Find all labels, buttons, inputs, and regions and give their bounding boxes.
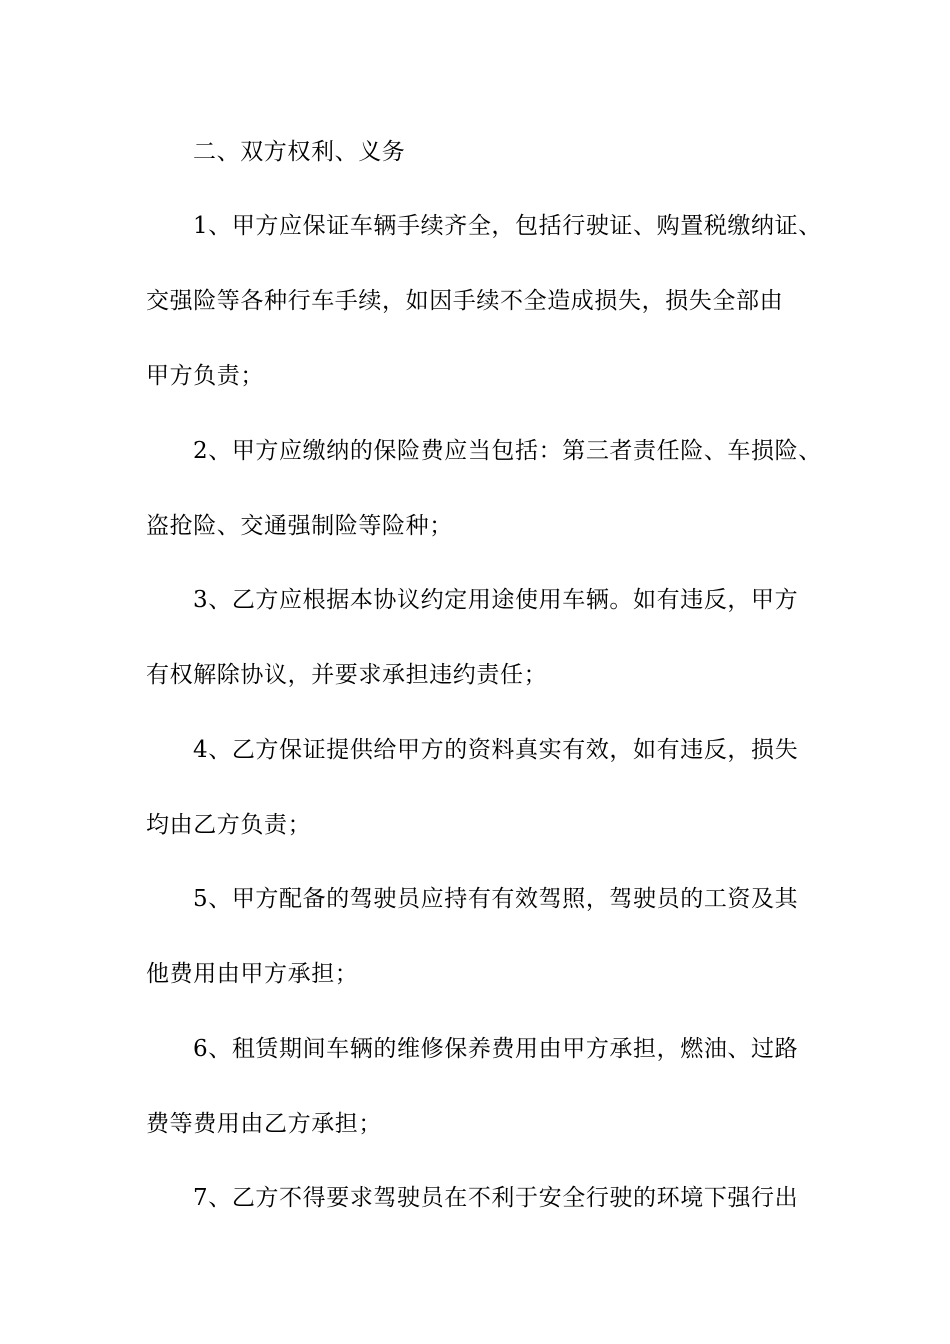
clause-1-line-3: 甲方负责； xyxy=(146,363,264,389)
clause-4-line-2: 均由乙方负责； xyxy=(146,812,312,838)
clause-3-line-2: 有权解除协议，并要求承担违约责任； xyxy=(146,662,548,688)
clause-3-line-1: 3、乙方应根据本协议约定用途使用车辆。如有违反，甲方 xyxy=(193,587,799,613)
clause-5-line-1: 5、甲方配备的驾驶员应持有有效驾照，驾驶员的工资及其 xyxy=(193,886,799,912)
clause-7-line-1: 7、乙方不得要求驾驶员在不利于安全行驶的环境下强行出 xyxy=(193,1185,799,1211)
clause-2-line-2: 盗抢险、交通强制险等险种； xyxy=(146,513,453,539)
section-heading: 二、双方权利、义务 xyxy=(193,139,406,165)
clause-2-line-1: 2、甲方应缴纳的保险费应当包括：第三者责任险、车损险、 xyxy=(193,438,822,464)
clause-5-line-2: 他费用由甲方承担； xyxy=(146,961,359,987)
clause-4-line-1: 4、乙方保证提供给甲方的资料真实有效，如有违反，损失 xyxy=(193,737,799,763)
clause-6-line-2: 费等费用由乙方承担； xyxy=(146,1111,382,1137)
clause-1-line-1: 1、甲方应保证车辆手续齐全，包括行驶证、购置税缴纳证、 xyxy=(193,213,822,239)
clause-1-line-2: 交强险等各种行车手续，如因手续不全造成损失，损失全部由 xyxy=(146,288,784,314)
clause-6-line-1: 6、租赁期间车辆的维修保养费用由甲方承担，燃油、过路 xyxy=(193,1036,799,1062)
